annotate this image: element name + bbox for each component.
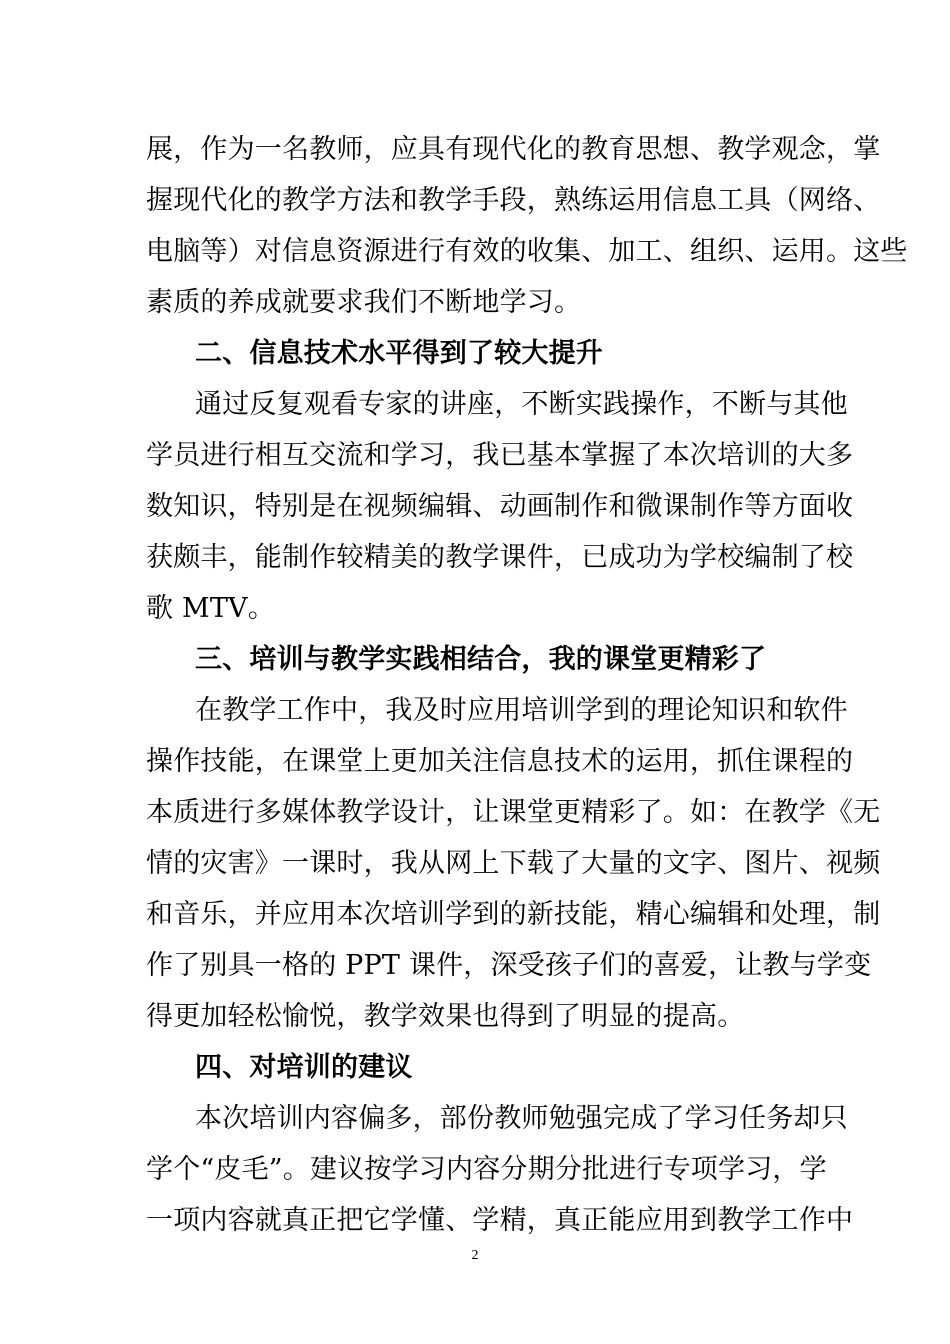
body-line: 学个“皮毛”。建议按学习内容分期分批进行专项学习，学 — [146, 1154, 827, 1185]
section-heading: 三、培训与教学实践相结合，我的课堂更精彩了 — [195, 644, 767, 675]
body-line: 和音乐，并应用本次培训学到的新技能，精心编辑和处理，制 — [146, 899, 881, 930]
body-line: 歌 MTV。 — [146, 593, 275, 624]
section-heading: 二、信息技术水平得到了较大提升 — [195, 338, 603, 369]
body-line: 得更加轻松愉悦，教学效果也得到了明显的提高。 — [146, 1001, 745, 1032]
body-line: 数知识，特别是在视频编辑、动画制作和微课制作等方面收 — [146, 491, 854, 522]
section-heading: 四、对培训的建议 — [195, 1052, 413, 1083]
body-line: 素质的养成就要求我们不断地学习。 — [146, 287, 582, 318]
body-line: 学员进行相互交流和学习，我已基本掌握了本次培训的大多 — [146, 440, 854, 471]
body-line: 本质进行多媒体教学设计，让课堂更精彩了。如：在教学《无 — [146, 797, 881, 828]
body-line: 情的灾害》一课时，我从网上下载了大量的文字、图片、视频 — [146, 848, 881, 879]
body-line: 获颇丰，能制作较精美的教学课件，已成功为学校编制了校 — [146, 542, 854, 573]
body-line: 展，作为一名教师，应具有现代化的教育思想、教学观念，掌 — [146, 134, 881, 165]
body-line: 一项内容就真正把它学懂、学精，真正能应用到教学工作中 — [146, 1205, 854, 1236]
body-line: 本次培训内容偏多，部份教师勉强完成了学习任务却只 — [195, 1103, 848, 1134]
body-line: 在教学工作中，我及时应用培训学到的理论知识和软件 — [195, 695, 848, 726]
body-line: 握现代化的教学方法和教学手段，熟练运用信息工具（网络、 — [146, 185, 881, 216]
body-line: 电脑等）对信息资源进行有效的收集、加工、组织、运用。这些 — [146, 236, 908, 267]
body-line: 通过反复观看专家的讲座，不断实践操作，不断与其他 — [195, 389, 848, 420]
body-line: 操作技能，在课堂上更加关注信息技术的运用，抓住课程的 — [146, 746, 854, 777]
body-line: 作了别具一格的 PPT 课件，深受孩子们的喜爱，让教与学变 — [146, 950, 872, 981]
page-number: 2 — [471, 1248, 479, 1263]
